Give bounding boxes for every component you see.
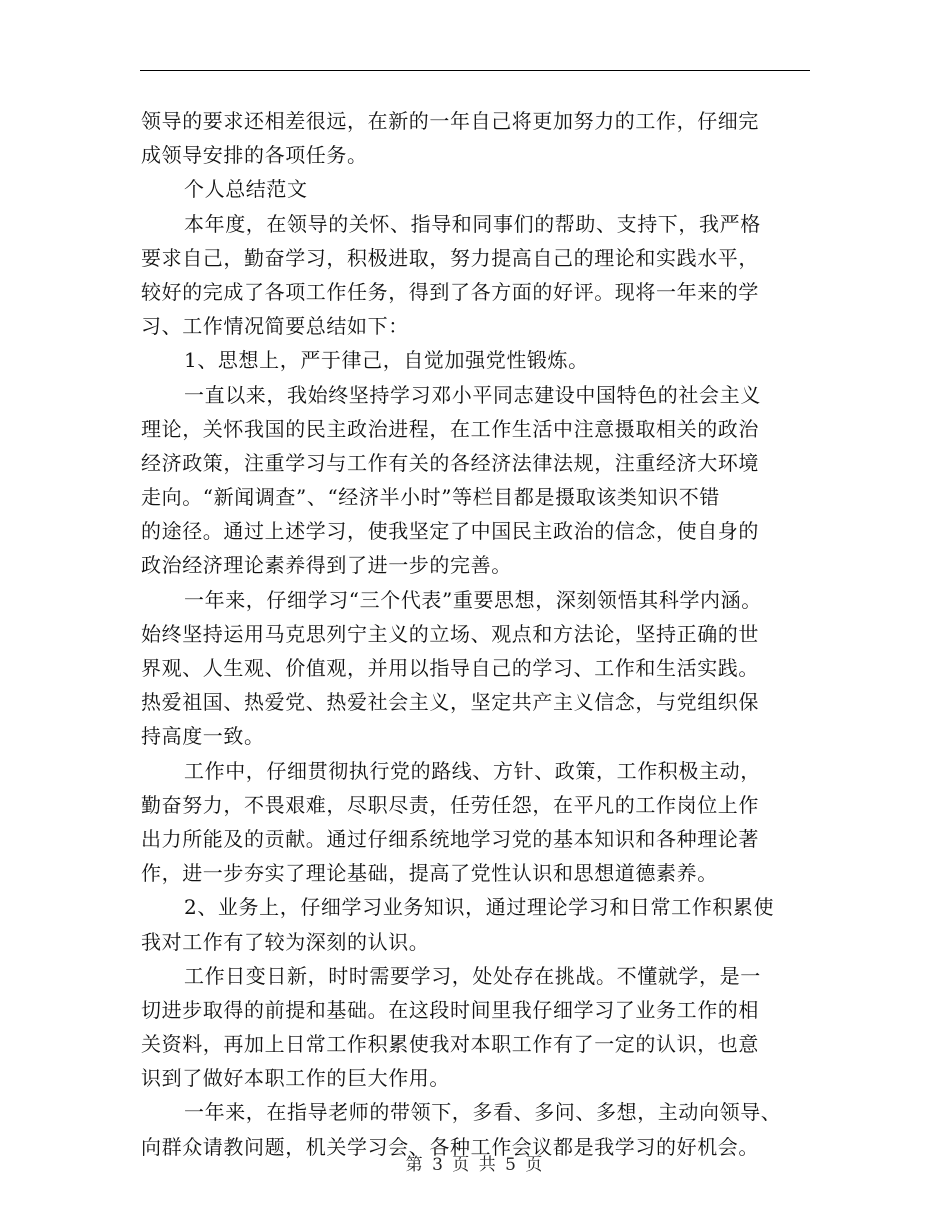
text-line: 本年度，在领导的关怀、指导和同事们的帮助、支持下，我严格: [184, 211, 761, 236]
text-line: 界观、人生观、价值观，并用以指导自己的学习、工作和生活实践。: [141, 656, 759, 680]
section-title: 个人总结范文: [184, 177, 308, 202]
text-line: 政治经济理论素养得到了进一步的完善。: [141, 553, 512, 578]
text-line: 持高度一致。: [141, 724, 265, 749]
text-line: 始终坚持运用马克思列宁主义的立场、观点和方法论，坚持正确的世: [141, 621, 759, 646]
text-line: 习、工作情况简要总结如下：: [141, 314, 409, 339]
text-line: 关资料，再加上日常工作积累使我对本职工作有了一定的认识，也意: [141, 1032, 759, 1057]
text-line: 理论，关怀我国的民主政治进程，在工作生活中注意摄取相关的政治: [141, 416, 759, 441]
section-heading: 1、思想上，严于律己，自觉加强党性锻炼。: [184, 348, 589, 373]
text-line: 出力所能及的贡献。通过仔细系统地学习党的基本知识和各种理论著: [141, 826, 759, 851]
header-rule: [140, 70, 810, 71]
text-line: 经济政策，注重学习与工作有关的各经济法律法规，注重经济大环境: [141, 450, 759, 475]
text-line: 热爱祖国、热爱党、热爱社会主义，坚定共产主义信念，与党组织保: [141, 690, 759, 715]
section-heading: 2、业务上，仔细学习业务知识，通过理论学习和日常工作积累使: [184, 895, 775, 920]
text-line: 工作日变日新，时时需要学习，处处存在挑战。不懂就学，是一: [184, 963, 761, 988]
text-line: 一直以来，我始终坚持学习邓小平同志建设中国特色的社会主义: [184, 382, 761, 407]
text-line: 我对工作有了较为深刻的认识。: [141, 929, 430, 954]
text-line: 要求自己，勤奋学习，积极进取，努力提高自己的理论和实践水平，: [141, 245, 759, 270]
text-line: 作，进一步夯实了理论基础，提高了党性认识和思想道德素养。: [141, 861, 718, 886]
text-line: 领导的要求还相差很远，在新的一年自己将更加努力的工作，仔细完: [141, 109, 759, 133]
text-line: 工作中，仔细贯彻执行党的路线、方针、政策，工作积极主动，: [184, 758, 761, 783]
text-line: 一年来，仔细学习“三个代表”重要思想，深刻领悟其科学内涵。: [184, 587, 762, 612]
page-number-footer: 第 3 页 共 5 页: [405, 1155, 545, 1175]
text-line: 走向。“新闻调查”、“经济半小时”等栏目都是摄取该类知识不错: [141, 485, 720, 510]
document-body: [141, 104, 813, 1164]
text-line: 成领导安排的各项任务。: [141, 143, 368, 168]
text-line: 一年来，在指导老师的带领下，多看、多问、多想，主动向领导、: [184, 1100, 782, 1125]
text-line: 勤奋努力，不畏艰难，尽职尽责，任劳任怨，在平凡的工作岗位上作: [141, 792, 759, 817]
text-line: 识到了做好本职工作的巨大作用。: [141, 1066, 450, 1091]
text-line: 向群众请教问题，机关学习会、各种工作会议都是我学习的好机会。: [141, 1134, 759, 1159]
text-line: 切进步取得的前提和基础。在这段时间里我仔细学习了业务工作的相: [141, 997, 759, 1022]
text-line: 较好的完成了各项工作任务，得到了各方面的好评。现将一年来的学: [141, 279, 759, 304]
text-line: 的途径。通过上述学习，使我坚定了中国民主政治的信念，使自身的: [141, 519, 759, 544]
